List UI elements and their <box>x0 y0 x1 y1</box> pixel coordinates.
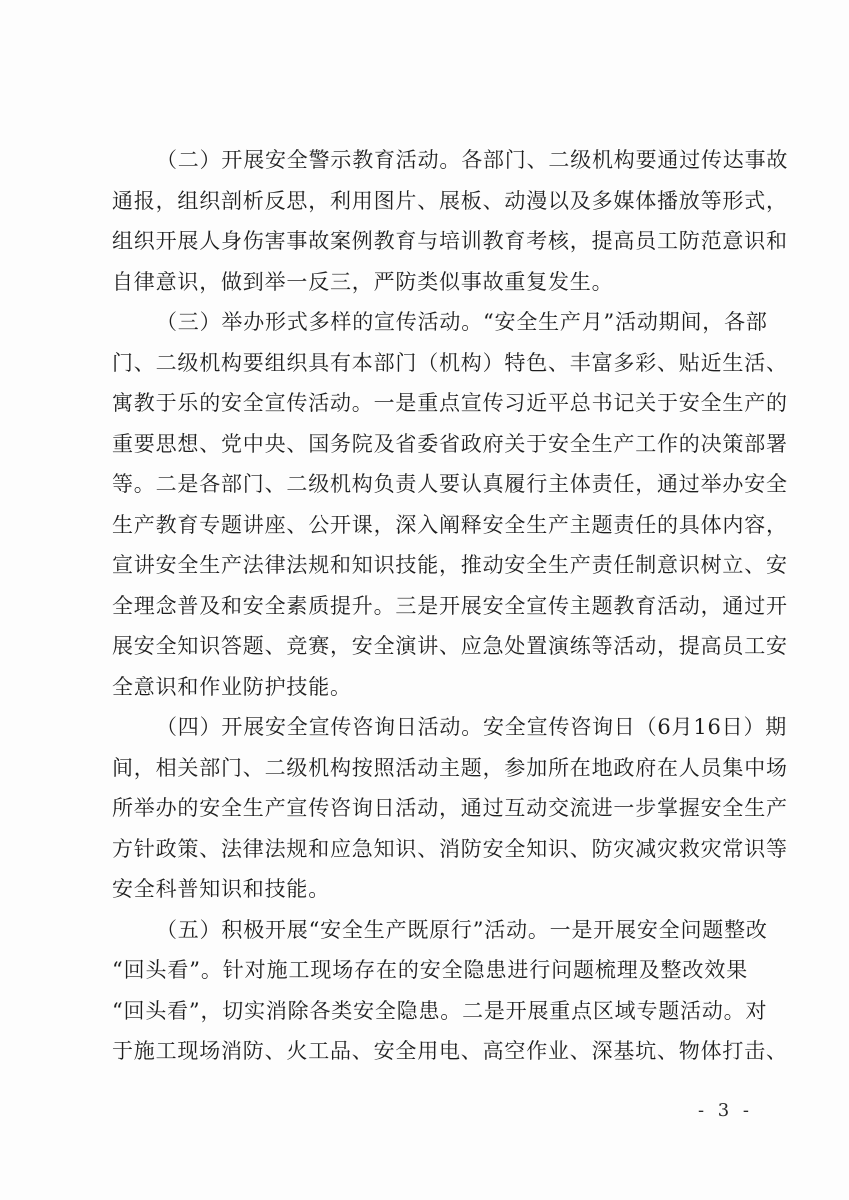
text-line: 寓教于乐的安全宣传活动。一是重点宣传习近平总书记关于安全生产的 <box>112 391 788 415</box>
text-line: 全意识和作业防护技能。 <box>112 674 352 699</box>
text-line: （五）积极开展“安全生产既原行”活动。一是开展安全问题整改 <box>156 917 768 942</box>
text-line: （二）开展安全警示教育活动。各部门、二级机构要通过传达事故 <box>156 148 789 172</box>
text-line: 等。二是各部门、二级机构负责人要认真履行主体责任，通过举办安全 <box>112 472 788 496</box>
page-number: - 3 - <box>697 1100 753 1121</box>
text-line: 自律意识，做到举一反三，严防类似事故重复发生。 <box>112 269 614 294</box>
text-line: 安全科普知识和技能。 <box>112 877 330 901</box>
text-line: 所举办的安全生产宣传咨询日活动，通过互动交流进一步掌握安全生产 <box>112 796 788 820</box>
text-line: （三）举办形式多样的宣传活动。“安全生产月”活动期间，各部 <box>156 310 768 334</box>
paragraph-consultation-day <box>112 707 788 910</box>
text-line: 于施工现场消防、火工品、安全用电、高空作业、深基坑、物体打击、 <box>112 1039 788 1063</box>
text-line: 重要思想、党中央、国务院及省委省政府关于安全生产工作的决策部署 <box>112 431 788 456</box>
text-line: “回头看”。针对施工现场存在的安全隐患进行问题梳理及整改效果 <box>112 958 748 982</box>
text-line: 间，相关部门、二级机构按照活动主题，参加所在地政府在人员集中场 <box>112 755 788 780</box>
text-line: “回头看”，切实消除各类安全隐患。二是开展重点区域专题活动。对 <box>112 998 768 1023</box>
text-line: 通报，组织剖析反思，利用图片、展板、动漫以及多媒体播放等形式， <box>112 188 788 213</box>
text-line: 展安全知识答题、竞赛，安全演讲、应急处置演练等活动，提高员工安 <box>112 634 788 658</box>
text-line: 组织开展人身伤害事故案例教育与培训教育考核，提高员工防范意识和 <box>112 229 788 253</box>
paragraph-safety-warning-education <box>112 140 789 302</box>
text-line: 宣讲安全生产法律法规和知识技能，推动安全生产责任制意识树立、安 <box>112 553 788 577</box>
text-line: 生产教育专题讲座、公开课，深入阐释安全生产主题责任的具体内容， <box>112 512 788 537</box>
paragraph-publicity-activities <box>112 302 788 707</box>
text-line: （四）开展安全宣传咨询日活动。安全宣传咨询日（6月16日）期 <box>156 715 788 739</box>
text-line: 方针政策、法律法规和应急知识、消防安全知识、防灾减灾救灾常识等 <box>112 836 788 861</box>
document-body <box>112 140 789 1072</box>
text-line: 全理念普及和安全素质提升。三是开展安全宣传主题教育活动，通过开 <box>112 593 788 618</box>
paragraph-safety-production-campaign <box>112 910 788 1072</box>
text-line: 门、二级机构要组织具有本部门（机构）特色、丰富多彩、贴近生活、 <box>112 350 788 375</box>
